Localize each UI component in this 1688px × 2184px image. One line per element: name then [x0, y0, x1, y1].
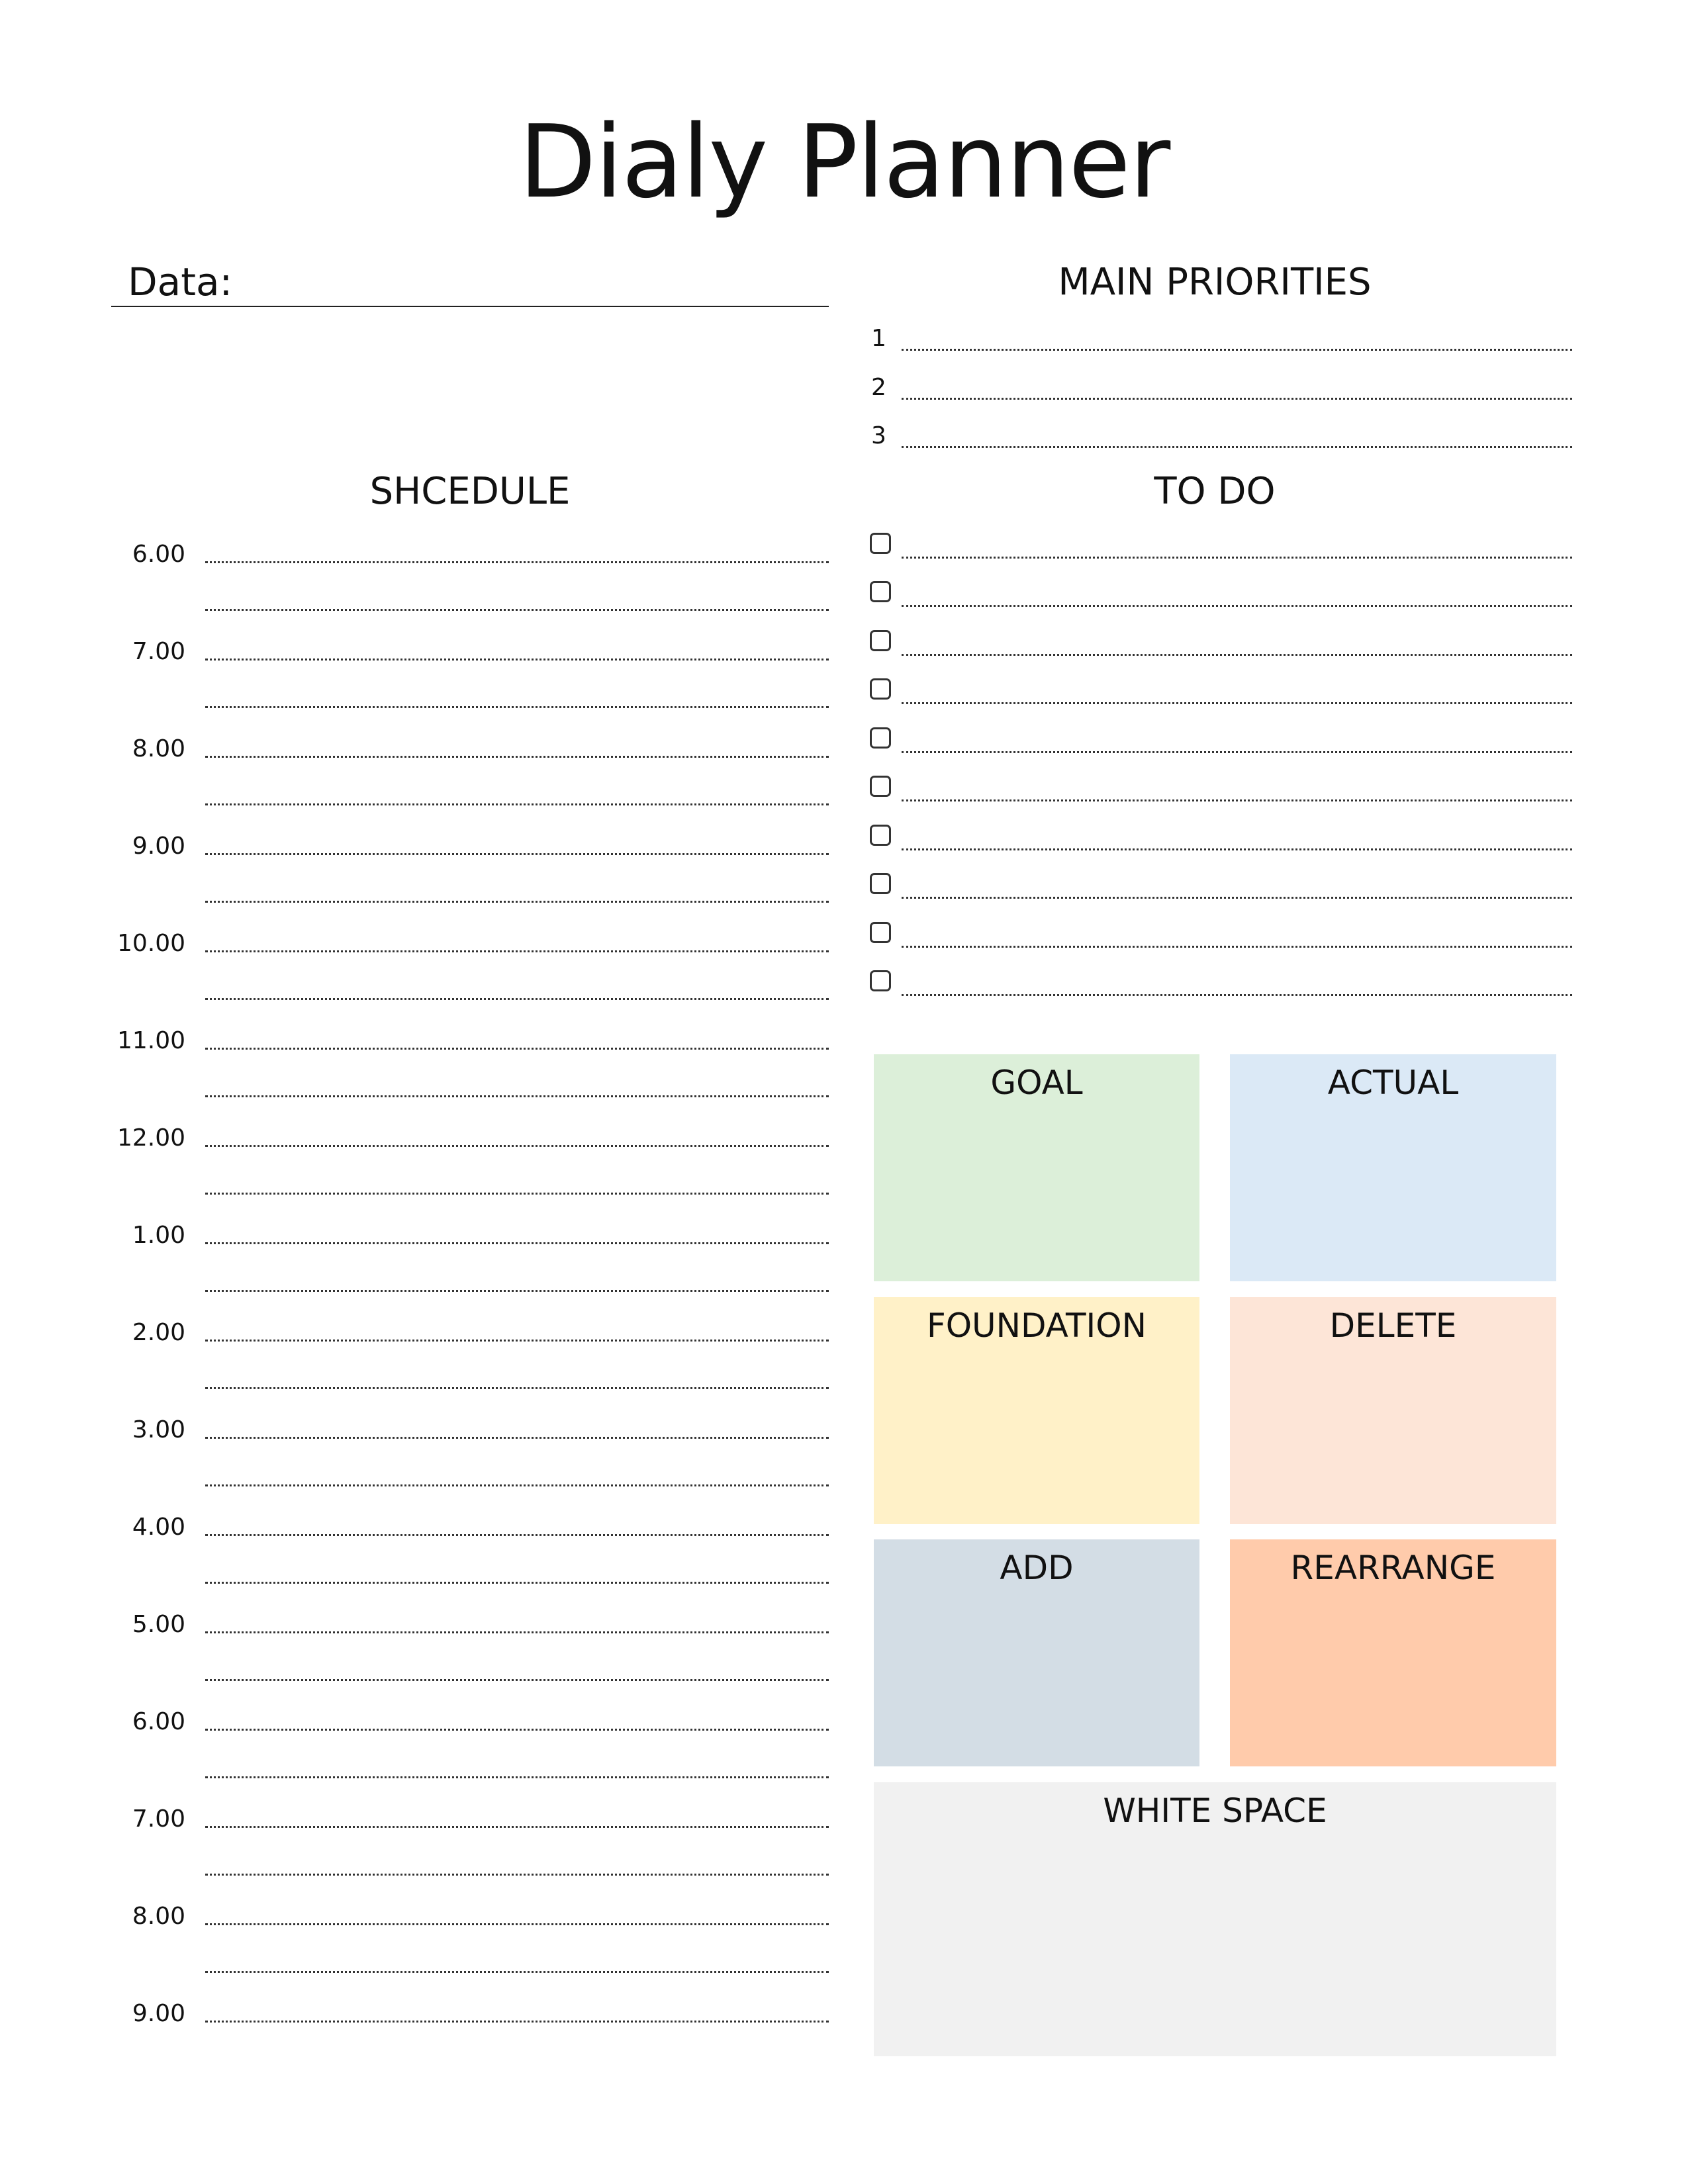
- todo-line: [902, 994, 1572, 996]
- todo-checkbox[interactable]: [870, 630, 891, 651]
- schedule-line: [205, 706, 829, 708]
- date-field[interactable]: [111, 259, 829, 307]
- todo-item[interactable]: [867, 776, 1572, 825]
- todo-line: [902, 946, 1572, 948]
- schedule-row[interactable]: [111, 1509, 829, 1558]
- schedule-time: 7.00: [132, 1805, 185, 1833]
- schedule-time: 3.00: [132, 1416, 185, 1443]
- schedule-row[interactable]: [111, 536, 829, 585]
- schedule-line: [205, 561, 829, 563]
- schedule-row[interactable]: [111, 828, 829, 877]
- todo-item[interactable]: [867, 630, 1572, 679]
- schedule-line: [205, 1534, 829, 1536]
- schedule-line: [205, 1729, 829, 1731]
- rearrange-box[interactable]: [1230, 1539, 1556, 1766]
- todo-item[interactable]: [867, 970, 1572, 1019]
- schedule-time: 6.00: [132, 541, 185, 568]
- priority-row-3[interactable]: [867, 423, 1572, 449]
- schedule-row[interactable]: [111, 1898, 829, 1947]
- schedule-row[interactable]: [111, 731, 829, 780]
- schedule-line: [205, 1145, 829, 1147]
- delete-box[interactable]: [1230, 1297, 1556, 1524]
- schedule-line: [205, 1048, 829, 1050]
- schedule-line: [205, 1095, 829, 1097]
- schedule-time: 9.00: [132, 2000, 185, 2027]
- goal-box[interactable]: [874, 1054, 1199, 1281]
- schedule-line: [205, 1340, 829, 1342]
- todo-item[interactable]: [867, 873, 1572, 922]
- schedule-row[interactable]: [111, 1995, 829, 2044]
- priority-row-2[interactable]: [867, 375, 1572, 401]
- schedule-time: 1.00: [132, 1222, 185, 1249]
- schedule-row[interactable]: [111, 1801, 829, 1850]
- priority-line: [902, 446, 1572, 448]
- schedule-time: 6.00: [132, 1708, 185, 1735]
- todo-checkbox[interactable]: [870, 776, 891, 797]
- todo-checkbox[interactable]: [870, 581, 891, 602]
- foundation-label: FOUNDATION: [926, 1306, 1147, 1345]
- schedule-time: 8.00: [132, 735, 185, 762]
- white-space-box[interactable]: [874, 1782, 1556, 2056]
- add-label: ADD: [1000, 1549, 1074, 1587]
- schedule-line: [205, 1971, 829, 1973]
- todo-heading: TO DO: [1154, 470, 1276, 513]
- schedule-line: [205, 998, 829, 1000]
- rearrange-label: REARRANGE: [1290, 1549, 1496, 1587]
- todo-line: [902, 654, 1572, 656]
- schedule-time: 2.00: [132, 1319, 185, 1346]
- schedule-line: [205, 2021, 829, 2023]
- todo-checkbox[interactable]: [870, 873, 891, 894]
- schedule-row[interactable]: [111, 1023, 829, 1071]
- schedule-row[interactable]: [111, 633, 829, 682]
- schedule-line: [205, 609, 829, 611]
- schedule-row[interactable]: [111, 1120, 829, 1169]
- todo-checkbox[interactable]: [870, 678, 891, 700]
- schedule-line: [205, 659, 829, 660]
- schedule-time: 9.00: [132, 833, 185, 860]
- priority-number: 3: [871, 422, 886, 449]
- todo-line: [902, 557, 1572, 559]
- schedule-line: [205, 901, 829, 903]
- schedule-heading: SHCEDULE: [369, 470, 571, 513]
- priority-line: [902, 398, 1572, 400]
- schedule-line: [205, 1290, 829, 1292]
- schedule-line: [205, 1826, 829, 1828]
- schedule-line: [205, 803, 829, 805]
- page-title: Dialy Planner: [518, 103, 1170, 220]
- todo-line: [902, 897, 1572, 899]
- schedule-row[interactable]: [111, 1412, 829, 1461]
- schedule-time: 4.00: [132, 1514, 185, 1541]
- schedule-line: [205, 1193, 829, 1195]
- schedule-row[interactable]: [111, 1606, 829, 1655]
- schedule-time: 7.00: [132, 638, 185, 665]
- delete-label: DELETE: [1329, 1306, 1457, 1345]
- date-label: Data:: [128, 259, 233, 304]
- schedule-line: [205, 1437, 829, 1439]
- priority-number: 1: [871, 325, 886, 352]
- schedule-line: [205, 1242, 829, 1244]
- schedule-line: [205, 756, 829, 758]
- schedule-row[interactable]: [111, 1217, 829, 1266]
- schedule-time: 11.00: [117, 1027, 185, 1054]
- schedule-row[interactable]: [111, 925, 829, 974]
- priority-line: [902, 349, 1572, 351]
- todo-checkbox[interactable]: [870, 825, 891, 846]
- schedule-line: [205, 1923, 829, 1925]
- todo-line: [902, 799, 1572, 801]
- schedule-line: [205, 853, 829, 855]
- actual-label: ACTUAL: [1327, 1064, 1459, 1102]
- todo-line: [902, 702, 1572, 704]
- todo-line: [902, 605, 1572, 607]
- schedule-line: [205, 1679, 829, 1681]
- schedule-time: 12.00: [117, 1124, 185, 1152]
- priority-number: 2: [871, 374, 886, 401]
- goal-label: GOAL: [990, 1064, 1083, 1102]
- todo-checkbox[interactable]: [870, 727, 891, 749]
- white-space-label: WHITE SPACE: [1103, 1792, 1327, 1830]
- schedule-time: 5.00: [132, 1611, 185, 1638]
- schedule-row[interactable]: [111, 1314, 829, 1363]
- todo-line: [902, 848, 1572, 850]
- todo-item[interactable]: [867, 533, 1572, 582]
- schedule-line: [205, 1631, 829, 1633]
- todo-line: [902, 751, 1572, 753]
- schedule-line: [205, 1874, 829, 1876]
- todo-item[interactable]: [867, 581, 1572, 630]
- schedule-time: 8.00: [132, 1903, 185, 1930]
- priorities-heading: MAIN PRIORITIES: [1058, 261, 1372, 304]
- foundation-box[interactable]: [874, 1297, 1199, 1524]
- add-box[interactable]: [874, 1539, 1199, 1766]
- todo-checkbox[interactable]: [870, 922, 891, 943]
- schedule-time: 10.00: [117, 930, 185, 957]
- schedule-line: [205, 1484, 829, 1486]
- schedule-line: [205, 1776, 829, 1778]
- schedule-row[interactable]: [111, 1704, 829, 1752]
- todo-item[interactable]: [867, 727, 1572, 776]
- todo-item[interactable]: [867, 825, 1572, 874]
- priority-row-1[interactable]: [867, 326, 1572, 352]
- actual-box[interactable]: [1230, 1054, 1556, 1281]
- todo-item[interactable]: [867, 922, 1572, 971]
- todo-checkbox[interactable]: [870, 970, 891, 991]
- todo-item[interactable]: [867, 678, 1572, 727]
- schedule-line: [205, 950, 829, 952]
- todo-checkbox[interactable]: [870, 533, 891, 554]
- schedule-line: [205, 1582, 829, 1584]
- schedule-line: [205, 1387, 829, 1389]
